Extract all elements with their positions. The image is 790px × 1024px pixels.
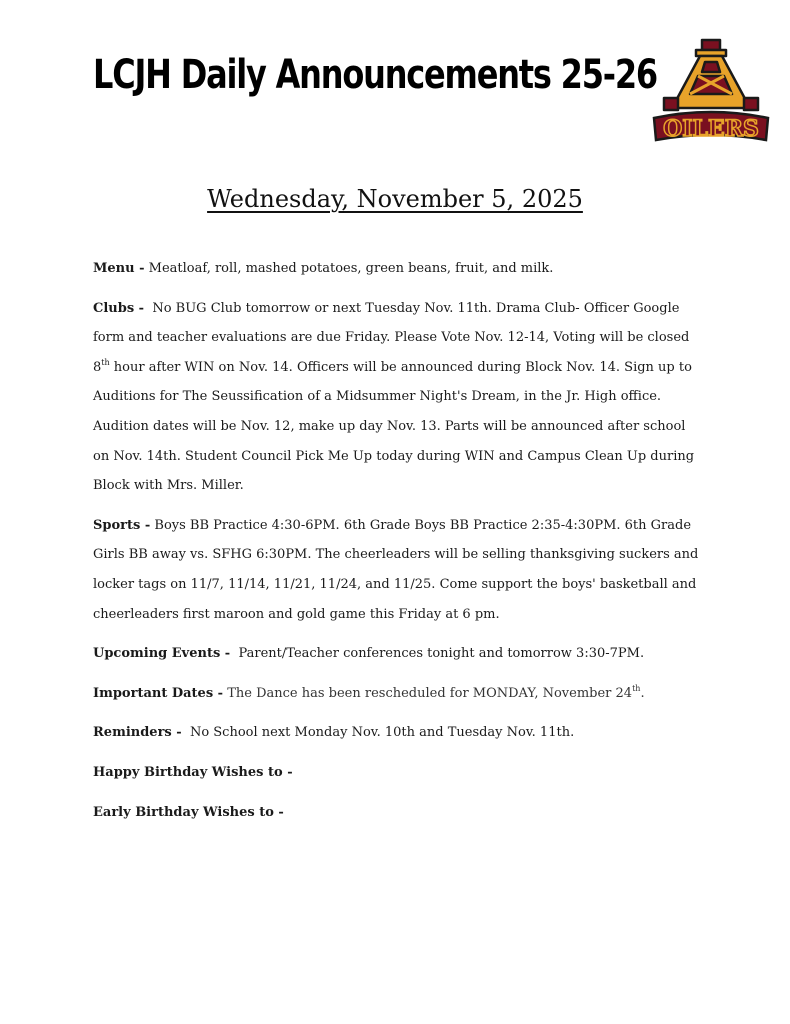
sports-label: Sports - <box>93 517 151 533</box>
upcoming-section <box>93 639 699 669</box>
clubs-sup: th <box>101 357 110 367</box>
clubs-text-b: hour after WIN on Nov. 14. Officers will be announced during Block Nov. 14. Sign up to Auditions for The Seussification of a Midsummer Night's Dream, in the Jr. High office. Audition dates will be Nov. 12, make up day Nov. 13. Parts will be announced after school on Nov. 14th. Student Council Pick Me Up today during WIN and Campus Clean Up during Block with Mrs. Miller. <box>93 359 695 494</box>
oil-derrick-icon <box>664 40 758 110</box>
oilers-logo <box>650 36 772 142</box>
important-sup: th <box>632 683 641 693</box>
clubs-text-a: No BUG Club tomorrow or next Tuesday Nov. 11th. Drama Club- Officer Google form and teacher evaluations are due Friday. Please Vote Nov. 12-14, Voting will be closed 8 <box>93 300 690 375</box>
menu-section <box>93 254 699 284</box>
sports-text: Boys BB Practice 4:30-6PM. 6th Grade Boys BB Practice 2:35-4:30PM. 6th Grade Girls BB away vs. SFHG 6:30PM. The cheerleaders will be selling thanksgiving suckers and locker tags on 11/7, 11/14, 11/21, 11/24, and 11/25. Come support the boys' basketball and cheerleaders first maroon and gold game this Friday at 6 pm. <box>93 517 699 622</box>
early-birthday-section <box>93 798 699 828</box>
reminders-section <box>93 718 699 748</box>
page-title: LCJH Daily Announcements 25-26 <box>93 52 657 98</box>
important-section <box>93 679 699 709</box>
reminders-label: Reminders - <box>93 725 182 741</box>
upcoming-text: Parent/Teacher conferences tonight and tomorrow 3:30-7PM. <box>238 646 645 662</box>
important-label: Important Dates - <box>93 685 224 701</box>
sports-section <box>93 511 699 629</box>
clubs-section <box>93 294 699 501</box>
logo-text: OILERS <box>663 116 759 142</box>
menu-text: Meatloaf, roll, mashed potatoes, green beans, fruit, and milk. <box>148 261 554 276</box>
birthday-label: Happy Birthday Wishes to - <box>93 764 293 780</box>
important-text <box>227 683 645 701</box>
menu-label: Menu - <box>93 261 145 276</box>
important-text-b: . <box>640 685 645 701</box>
birthday-section <box>93 758 699 788</box>
important-text-a: The Dance has been rescheduled for MONDAY, November 24 <box>227 685 633 701</box>
date-heading: Wednesday, November 5, 2025 <box>207 185 583 213</box>
announcements-body <box>93 254 699 837</box>
reminders-text: No School next Monday Nov. 10th and Tuesday Nov. 11th. <box>189 725 575 741</box>
upcoming-label: Upcoming Events - <box>93 646 231 662</box>
clubs-label: Clubs - <box>93 300 145 316</box>
early-birthday-label: Early Birthday Wishes to - <box>93 804 284 820</box>
